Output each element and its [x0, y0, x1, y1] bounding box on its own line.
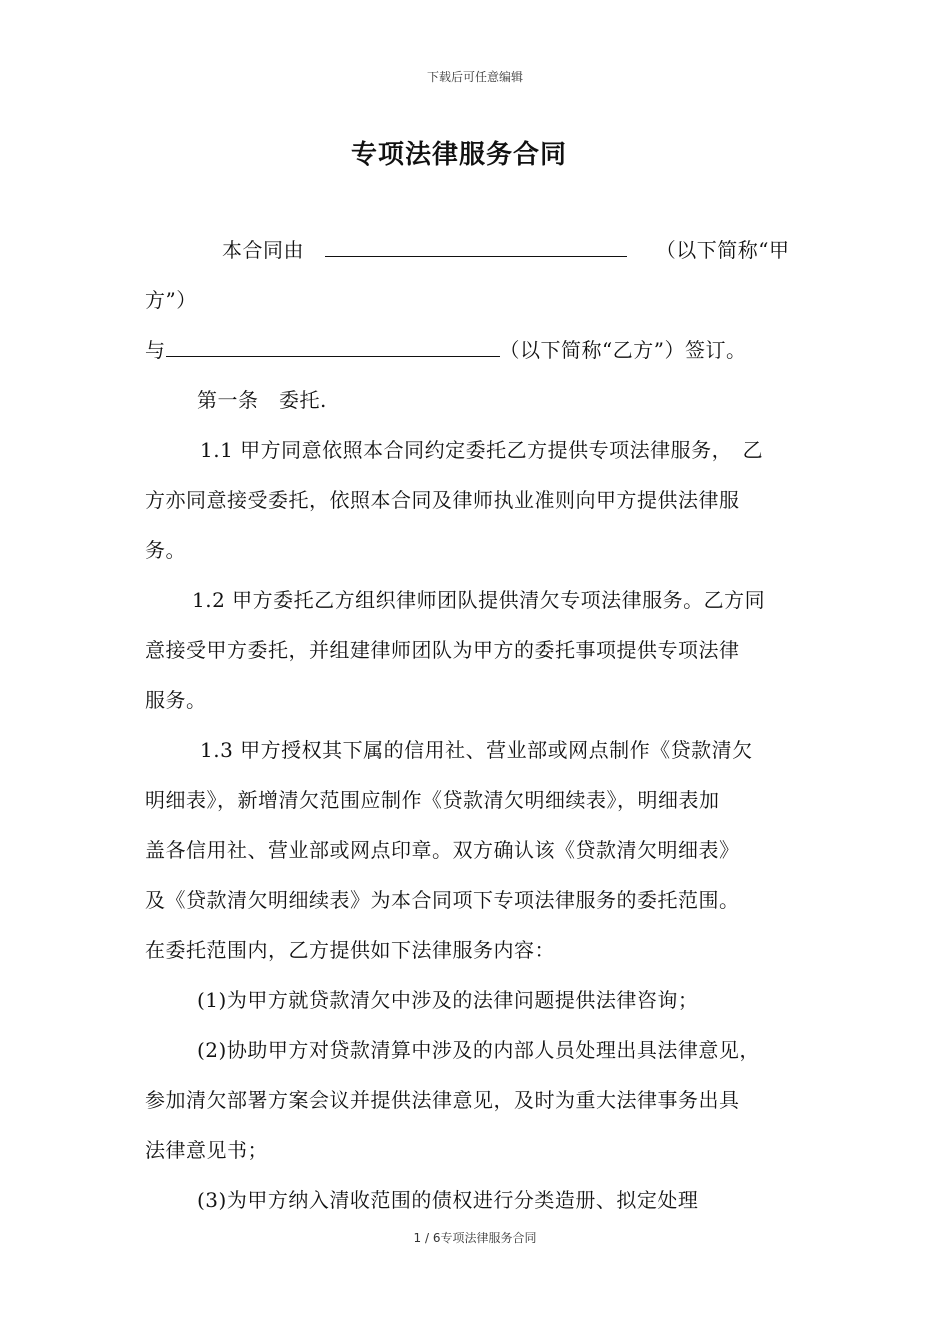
paragraph-line: 1.3 甲方授权其下属的信用社、营业部或网点制作《贷款清欠	[200, 738, 753, 762]
paragraph-line: 意接受甲方委托，并组建律师团队为甲方的委托事项提供专项法律	[145, 638, 740, 662]
paragraph-line: 参加清欠部署方案会议并提供法律意见，及时为重大法律事务出具	[145, 1088, 740, 1112]
header-note: 下载后可任意编辑	[426, 70, 523, 84]
document-title: 专项法律服务合同	[350, 140, 567, 170]
paragraph-line: 务。	[145, 538, 186, 562]
paragraph-line: 及《贷款清欠明细续表》为本合同项下专项法律服务的委托范围。	[145, 888, 740, 912]
paragraph-line: 明细表》，新增清欠范围应制作《贷款清欠明细续表》，明细表加	[145, 788, 720, 812]
paragraph-line: 1.1 甲方同意依照本合同约定委托乙方提供专项法律服务， 乙	[200, 438, 764, 462]
intro-text: （以下简称“甲	[655, 238, 790, 262]
paragraph-line: 方亦同意接受委托，依照本合同及律师执业准则向甲方提供法律服	[145, 488, 740, 512]
intro-line-3	[145, 336, 746, 364]
paragraph-line: 法律意见书；	[145, 1138, 268, 1162]
party-a-blank[interactable]	[325, 236, 627, 257]
party-b-blank[interactable]	[166, 336, 500, 357]
intro-text: 本合同由	[222, 238, 304, 262]
paragraph-line: 服务。	[145, 688, 207, 712]
list-item: (1)为甲方就贷款清欠中涉及的法律问题提供法律咨询；	[197, 988, 699, 1012]
intro-text: （以下简称“乙方”）签订。	[499, 338, 747, 362]
article-heading: 第一条 委托.	[197, 388, 327, 412]
intro-text: 方”）	[145, 288, 197, 312]
intro-line-2	[145, 286, 197, 314]
paragraph-line: 1.2 甲方委托乙方组织律师团队提供清欠专项法律服务。乙方同	[192, 588, 766, 612]
page-footer: 1 / 6专项法律服务合同	[413, 1231, 537, 1245]
list-item: (2)协助甲方对贷款清算中涉及的内部人员处理出具法律意见，	[197, 1038, 760, 1062]
paragraph-line: 盖各信用社、营业部或网点印章。双方确认该《贷款清欠明细表》	[145, 838, 740, 862]
intro-line-1	[222, 236, 789, 264]
paragraph-line: 在委托范围内，乙方提供如下法律服务内容：	[145, 938, 555, 962]
list-item: (3)为甲方纳入清收范围的债权进行分类造册、拟定处理	[197, 1188, 699, 1212]
intro-text: 与	[145, 338, 166, 362]
